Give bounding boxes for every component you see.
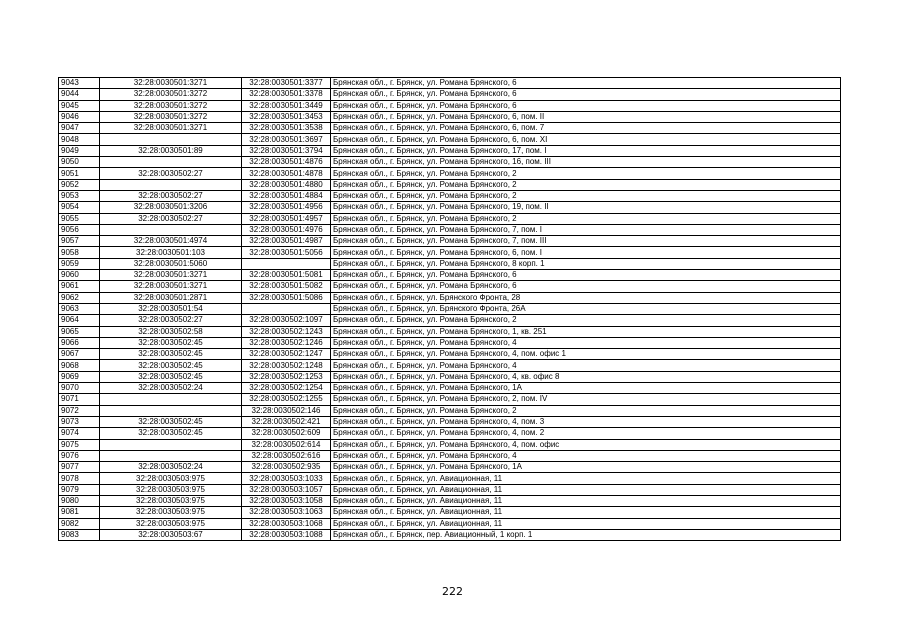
address-cell: Брянская обл., г. Брянск, ул. Романа Брянского, 7, пом. III (331, 236, 841, 247)
cadastral-number-cell: 32:28:0030502:421 (242, 416, 331, 427)
parent-cadastral-number-cell: 32:28:0030502:58 (100, 326, 242, 337)
row-number-cell: 9058 (59, 247, 100, 258)
cadastral-number-cell: 32:28:0030503:1058 (242, 495, 331, 506)
table-row (59, 303, 841, 314)
parent-cadastral-number-cell: 32:28:0030501:5060 (100, 258, 242, 269)
address-cell: Брянская обл., г. Брянск, ул. Романа Брянского, 1А (331, 383, 841, 394)
table-row (59, 281, 841, 292)
address-cell: Брянская обл., г. Брянск, ул. Романа Брянского, 1, кв. 251 (331, 326, 841, 337)
table-row (59, 394, 841, 405)
cadastral-table-body (59, 78, 841, 541)
address-cell: Брянская обл., г. Брянск, ул. Романа Брянского, 2 (331, 168, 841, 179)
address-cell: Брянская обл., г. Брянск, ул. Романа Брянского, 6 (331, 281, 841, 292)
cadastral-number-cell: 32:28:0030503:1033 (242, 473, 331, 484)
table-row (59, 224, 841, 235)
cadastral-number-cell (242, 303, 331, 314)
cadastral-number-cell: 32:28:0030502:935 (242, 462, 331, 473)
cadastral-number-cell: 32:28:0030501:3377 (242, 78, 331, 89)
table-row (59, 484, 841, 495)
address-cell: Брянская обл., г. Брянск, ул. Авиационная, 11 (331, 484, 841, 495)
row-number-cell: 9049 (59, 145, 100, 156)
table-row (59, 518, 841, 529)
table-row (59, 416, 841, 427)
row-number-cell: 9046 (59, 111, 100, 122)
parent-cadastral-number-cell (100, 179, 242, 190)
cadastral-number-cell: 32:28:0030503:1063 (242, 507, 331, 518)
table-row (59, 123, 841, 134)
row-number-cell: 9068 (59, 360, 100, 371)
row-number-cell: 9054 (59, 202, 100, 213)
parent-cadastral-number-cell: 32:28:0030502:27 (100, 190, 242, 201)
table-row (59, 89, 841, 100)
row-number-cell: 9079 (59, 484, 100, 495)
row-number-cell: 9072 (59, 405, 100, 416)
table-row (59, 383, 841, 394)
cadastral-number-cell: 32:28:0030501:4878 (242, 168, 331, 179)
parent-cadastral-number-cell: 32:28:0030503:975 (100, 495, 242, 506)
row-number-cell: 9070 (59, 383, 100, 394)
table-row (59, 179, 841, 190)
parent-cadastral-number-cell: 32:28:0030503:975 (100, 473, 242, 484)
row-number-cell: 9080 (59, 495, 100, 506)
address-cell: Брянская обл., г. Брянск, ул. Романа Брянского, 6, пом. XI (331, 134, 841, 145)
cadastral-number-cell (242, 258, 331, 269)
parent-cadastral-number-cell: 32:28:0030501:3206 (100, 202, 242, 213)
cadastral-number-cell: 32:28:0030502:146 (242, 405, 331, 416)
row-number-cell: 9067 (59, 349, 100, 360)
parent-cadastral-number-cell: 32:28:0030501:2871 (100, 292, 242, 303)
cadastral-table (58, 77, 841, 541)
parent-cadastral-number-cell: 32:28:0030501:3272 (100, 111, 242, 122)
table-row (59, 157, 841, 168)
parent-cadastral-number-cell (100, 394, 242, 405)
parent-cadastral-number-cell: 32:28:0030502:45 (100, 349, 242, 360)
table-row (59, 315, 841, 326)
cadastral-number-cell: 32:28:0030501:3378 (242, 89, 331, 100)
cadastral-number-cell: 32:28:0030501:4880 (242, 179, 331, 190)
address-cell: Брянская обл., г. Брянск, ул. Романа Брянского, 4 (331, 450, 841, 461)
row-number-cell: 9066 (59, 337, 100, 348)
parent-cadastral-number-cell (100, 224, 242, 235)
parent-cadastral-number-cell (100, 157, 242, 168)
cadastral-number-cell: 32:28:0030501:5082 (242, 281, 331, 292)
table-row (59, 473, 841, 484)
parent-cadastral-number-cell: 32:28:0030503:67 (100, 529, 242, 540)
row-number-cell: 9063 (59, 303, 100, 314)
cadastral-number-cell: 32:28:0030501:5086 (242, 292, 331, 303)
cadastral-number-cell: 32:28:0030501:4987 (242, 236, 331, 247)
cadastral-number-cell: 32:28:0030502:1255 (242, 394, 331, 405)
parent-cadastral-number-cell: 32:28:0030502:27 (100, 315, 242, 326)
cadastral-number-cell: 32:28:0030501:4884 (242, 190, 331, 201)
table-row (59, 247, 841, 258)
table-row (59, 462, 841, 473)
address-cell: Брянская обл., г. Брянск, ул. Романа Брянского, 4, пом. офис (331, 439, 841, 450)
parent-cadastral-number-cell (100, 439, 242, 450)
address-cell: Брянская обл., г. Брянск, ул. Авиационная, 11 (331, 473, 841, 484)
table-row (59, 371, 841, 382)
address-cell: Брянская обл., г. Брянск, ул. Романа Брянского, 16, пом. III (331, 157, 841, 168)
cadastral-number-cell: 32:28:0030502:1246 (242, 337, 331, 348)
row-number-cell: 9064 (59, 315, 100, 326)
table-row (59, 168, 841, 179)
cadastral-number-cell: 32:28:0030503:1068 (242, 518, 331, 529)
page-number: 222 (442, 585, 463, 598)
parent-cadastral-number-cell: 32:28:0030501:89 (100, 145, 242, 156)
row-number-cell: 9081 (59, 507, 100, 518)
address-cell: Брянская обл., г. Брянск, ул. Романа Брянского, 4, пом. 2 (331, 428, 841, 439)
table-row (59, 507, 841, 518)
cadastral-number-cell: 32:28:0030501:4876 (242, 157, 331, 168)
parent-cadastral-number-cell: 32:28:0030501:3272 (100, 100, 242, 111)
row-number-cell: 9060 (59, 270, 100, 281)
address-cell: Брянская обл., г. Брянск, пер. Авиационный, 1 корп. 1 (331, 529, 841, 540)
cadastral-number-cell: 32:28:0030502:1097 (242, 315, 331, 326)
address-cell: Брянская обл., г. Брянск, ул. Брянского Фронта, 28 (331, 292, 841, 303)
cadastral-number-cell: 32:28:0030502:1247 (242, 349, 331, 360)
cadastral-number-cell: 32:28:0030502:616 (242, 450, 331, 461)
cadastral-number-cell: 32:28:0030501:5056 (242, 247, 331, 258)
cadastral-number-cell: 32:28:0030501:3697 (242, 134, 331, 145)
cadastral-number-cell: 32:28:0030503:1088 (242, 529, 331, 540)
parent-cadastral-number-cell (100, 450, 242, 461)
address-cell: Брянская обл., г. Брянск, ул. Романа Брянского, 17, пом. I (331, 145, 841, 156)
parent-cadastral-number-cell: 32:28:0030501:3271 (100, 78, 242, 89)
parent-cadastral-number-cell: 32:28:0030501:103 (100, 247, 242, 258)
cadastral-number-cell: 32:28:0030501:4976 (242, 224, 331, 235)
table-row (59, 450, 841, 461)
cadastral-number-cell: 32:28:0030503:1057 (242, 484, 331, 495)
table-row (59, 349, 841, 360)
table-row (59, 270, 841, 281)
parent-cadastral-number-cell: 32:28:0030503:975 (100, 484, 242, 495)
parent-cadastral-number-cell: 32:28:0030503:975 (100, 507, 242, 518)
table-row (59, 202, 841, 213)
address-cell: Брянская обл., г. Брянск, ул. Романа Брянского, 1А (331, 462, 841, 473)
cadastral-number-cell: 32:28:0030502:1253 (242, 371, 331, 382)
address-cell: Брянская обл., г. Брянск, ул. Романа Брянского, 4 (331, 337, 841, 348)
parent-cadastral-number-cell: 32:28:0030502:45 (100, 337, 242, 348)
parent-cadastral-number-cell: 32:28:0030501:3272 (100, 89, 242, 100)
parent-cadastral-number-cell (100, 134, 242, 145)
row-number-cell: 9074 (59, 428, 100, 439)
address-cell: Брянская обл., г. Брянск, ул. Романа Брянского, 19, пом. II (331, 202, 841, 213)
cadastral-number-cell: 32:28:0030501:3453 (242, 111, 331, 122)
table-row (59, 190, 841, 201)
parent-cadastral-number-cell: 32:28:0030501:3271 (100, 281, 242, 292)
row-number-cell: 9047 (59, 123, 100, 134)
row-number-cell: 9053 (59, 190, 100, 201)
parent-cadastral-number-cell: 32:28:0030502:24 (100, 383, 242, 394)
parent-cadastral-number-cell: 32:28:0030501:3271 (100, 123, 242, 134)
row-number-cell: 9073 (59, 416, 100, 427)
cadastral-number-cell: 32:28:0030501:4957 (242, 213, 331, 224)
table-row (59, 439, 841, 450)
address-cell: Брянская обл., г. Брянск, ул. Брянского Фронта, 26А (331, 303, 841, 314)
address-cell: Брянская обл., г. Брянск, ул. Романа Брянского, 6 (331, 89, 841, 100)
parent-cadastral-number-cell: 32:28:0030502:45 (100, 360, 242, 371)
cadastral-number-cell: 32:28:0030502:1243 (242, 326, 331, 337)
row-number-cell: 9050 (59, 157, 100, 168)
cadastral-number-cell: 32:28:0030502:1248 (242, 360, 331, 371)
row-number-cell: 9059 (59, 258, 100, 269)
parent-cadastral-number-cell: 32:28:0030502:45 (100, 416, 242, 427)
row-number-cell: 9062 (59, 292, 100, 303)
table-row (59, 292, 841, 303)
row-number-cell: 9082 (59, 518, 100, 529)
address-cell: Брянская обл., г. Брянск, ул. Авиационная, 11 (331, 495, 841, 506)
table-row (59, 428, 841, 439)
table-row (59, 111, 841, 122)
parent-cadastral-number-cell: 32:28:0030501:54 (100, 303, 242, 314)
address-cell: Брянская обл., г. Брянск, ул. Авиационная, 11 (331, 507, 841, 518)
row-number-cell: 9076 (59, 450, 100, 461)
table-row (59, 258, 841, 269)
address-cell: Брянская обл., г. Брянск, ул. Романа Брянского, 4 (331, 360, 841, 371)
address-cell: Брянская обл., г. Брянск, ул. Романа Брянского, 2 (331, 405, 841, 416)
address-cell: Брянская обл., г. Брянск, ул. Романа Брянского, 6, пом. I (331, 247, 841, 258)
row-number-cell: 9057 (59, 236, 100, 247)
row-number-cell: 9069 (59, 371, 100, 382)
parent-cadastral-number-cell: 32:28:0030501:4974 (100, 236, 242, 247)
parent-cadastral-number-cell: 32:28:0030502:27 (100, 213, 242, 224)
cadastral-number-cell: 32:28:0030502:1254 (242, 383, 331, 394)
table-row (59, 495, 841, 506)
address-cell: Брянская обл., г. Брянск, ул. Романа Брянского, 2 (331, 179, 841, 190)
row-number-cell: 9045 (59, 100, 100, 111)
table-row (59, 529, 841, 540)
row-number-cell: 9056 (59, 224, 100, 235)
table-row (59, 134, 841, 145)
table-row (59, 145, 841, 156)
row-number-cell: 9052 (59, 179, 100, 190)
address-cell: Брянская обл., г. Брянск, ул. Романа Брянского, 4, пом. 3 (331, 416, 841, 427)
table-row (59, 337, 841, 348)
address-cell: Брянская обл., г. Брянск, ул. Романа Брянского, 6 (331, 100, 841, 111)
table-row (59, 405, 841, 416)
cadastral-number-cell: 32:28:0030501:4956 (242, 202, 331, 213)
row-number-cell: 9065 (59, 326, 100, 337)
parent-cadastral-number-cell: 32:28:0030502:45 (100, 371, 242, 382)
address-cell: Брянская обл., г. Брянск, ул. Романа Брянского, 4, пом. офис 1 (331, 349, 841, 360)
cadastral-number-cell: 32:28:0030501:3449 (242, 100, 331, 111)
row-number-cell: 9075 (59, 439, 100, 450)
row-number-cell: 9083 (59, 529, 100, 540)
row-number-cell: 9055 (59, 213, 100, 224)
address-cell: Брянская обл., г. Брянск, ул. Романа Брянского, 2, пом. IV (331, 394, 841, 405)
table-row (59, 326, 841, 337)
table-row (59, 360, 841, 371)
address-cell: Брянская обл., г. Брянск, ул. Романа Брянского, 6 (331, 78, 841, 89)
cadastral-number-cell: 32:28:0030502:614 (242, 439, 331, 450)
parent-cadastral-number-cell: 32:28:0030502:24 (100, 462, 242, 473)
table-row (59, 236, 841, 247)
address-cell: Брянская обл., г. Брянск, ул. Романа Брянского, 2 (331, 190, 841, 201)
table-row (59, 213, 841, 224)
row-number-cell: 9071 (59, 394, 100, 405)
address-cell: Брянская обл., г. Брянск, ул. Романа Брянского, 2 (331, 213, 841, 224)
cadastral-number-cell: 32:28:0030501:3794 (242, 145, 331, 156)
row-number-cell: 9078 (59, 473, 100, 484)
row-number-cell: 9048 (59, 134, 100, 145)
parent-cadastral-number-cell (100, 405, 242, 416)
row-number-cell: 9043 (59, 78, 100, 89)
address-cell: Брянская обл., г. Брянск, ул. Романа Брянского, 8 корп. 1 (331, 258, 841, 269)
parent-cadastral-number-cell: 32:28:0030503:975 (100, 518, 242, 529)
table-row (59, 78, 841, 89)
parent-cadastral-number-cell: 32:28:0030502:45 (100, 428, 242, 439)
address-cell: Брянская обл., г. Брянск, ул. Авиационная, 11 (331, 518, 841, 529)
cadastral-number-cell: 32:28:0030501:5081 (242, 270, 331, 281)
parent-cadastral-number-cell: 32:28:0030502:27 (100, 168, 242, 179)
address-cell: Брянская обл., г. Брянск, ул. Романа Брянского, 2 (331, 315, 841, 326)
cadastral-number-cell: 32:28:0030502:609 (242, 428, 331, 439)
row-number-cell: 9044 (59, 89, 100, 100)
address-cell: Брянская обл., г. Брянск, ул. Романа Брянского, 6, пом. 7 (331, 123, 841, 134)
row-number-cell: 9077 (59, 462, 100, 473)
parent-cadastral-number-cell: 32:28:0030501:3271 (100, 270, 242, 281)
address-cell: Брянская обл., г. Брянск, ул. Романа Брянского, 7, пом. I (331, 224, 841, 235)
row-number-cell: 9051 (59, 168, 100, 179)
address-cell: Брянская обл., г. Брянск, ул. Романа Брянского, 6, пом. II (331, 111, 841, 122)
table-row (59, 100, 841, 111)
address-cell: Брянская обл., г. Брянск, ул. Романа Брянского, 6 (331, 270, 841, 281)
address-cell: Брянская обл., г. Брянск, ул. Романа Брянского, 4, кв. офис 8 (331, 371, 841, 382)
cadastral-number-cell: 32:28:0030501:3538 (242, 123, 331, 134)
row-number-cell: 9061 (59, 281, 100, 292)
